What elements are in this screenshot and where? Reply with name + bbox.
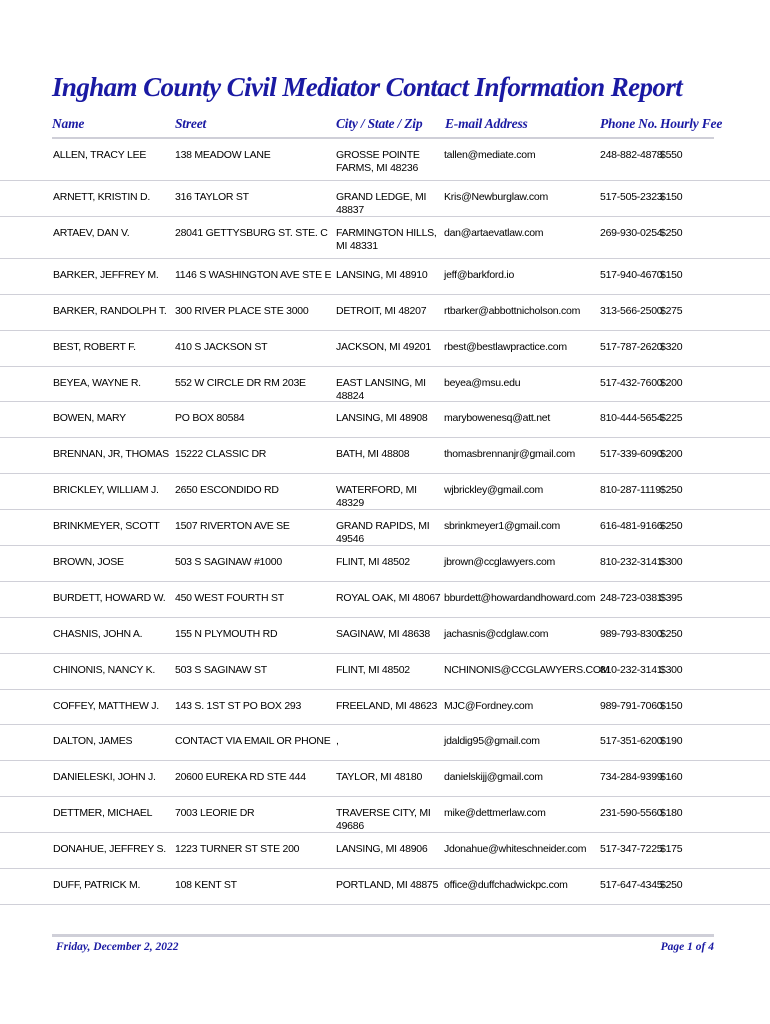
cell-street: 450 WEST FOURTH ST	[175, 591, 284, 604]
cell-street: 1507 RIVERTON AVE SE	[175, 520, 290, 533]
mediator-table	[0, 139, 770, 905]
cell-phone: 231-590-5560	[600, 807, 663, 820]
table-row	[0, 259, 770, 295]
cell-phone: 989-793-8300	[600, 627, 663, 640]
column-header-phone: Phone No.	[600, 116, 658, 131]
table-row	[0, 582, 770, 618]
cell-name: DUFF, PATRICK M.	[53, 879, 141, 892]
cell-fee: $275	[660, 304, 683, 317]
cell-city: LANSING, MI 48906	[336, 843, 428, 856]
cell-phone: 810-232-3141	[600, 663, 663, 676]
cell-street: 7003 LEORIE DR	[175, 807, 255, 820]
cell-street: 155 N PLYMOUTH RD	[175, 627, 278, 640]
cell-phone: 517-339-6090	[600, 448, 663, 461]
cell-city: LANSING, MI 48908	[336, 412, 428, 425]
table-row	[0, 761, 770, 797]
cell-phone: 248-882-4878	[600, 149, 663, 161]
cell-city: GRAND LEDGE, MI 48837	[336, 191, 427, 216]
cell-name: BARKER, JEFFREY M.	[53, 268, 159, 281]
cell-city: ,	[336, 735, 339, 748]
cell-email[interactable]: jeff@barkford.io	[444, 268, 515, 281]
cell-fee: $395	[660, 591, 683, 604]
cell-city: DETROIT, MI 48207	[336, 304, 427, 317]
cell-phone: 517-647-4345	[600, 879, 663, 892]
cell-name: BOWEN, MARY	[53, 412, 126, 425]
table-row	[0, 618, 770, 654]
cell-name: ALLEN, TRACY LEE	[53, 149, 147, 161]
cell-city: WATERFORD, MI 48329	[336, 484, 417, 510]
cell-city: PORTLAND, MI 48875	[336, 879, 439, 892]
cell-fee: $250	[660, 226, 683, 239]
cell-email[interactable]: jbrown@ccglawyers.com	[444, 556, 556, 569]
cell-name: BRICKLEY, WILLIAM J.	[53, 484, 159, 497]
footer-page-number: Page 1 of 4	[660, 941, 714, 953]
cell-fee: $250	[660, 520, 683, 533]
cell-phone: 517-787-2620	[600, 340, 663, 353]
cell-city: TRAVERSE CITY, MI 49686	[336, 807, 431, 833]
cell-street: 300 RIVER PLACE STE 3000	[175, 304, 309, 317]
cell-phone: 616-481-9166	[600, 520, 663, 533]
cell-phone: 517-505-2323	[600, 191, 663, 203]
cell-fee: $300	[660, 556, 683, 569]
column-header-street: Street	[175, 116, 207, 131]
cell-street: 1146 S WASHINGTON AVE STE E	[175, 268, 332, 281]
cell-street: 138 MEADOW LANE	[175, 149, 271, 161]
cell-name: ARNETT, KRISTIN D.	[53, 191, 151, 203]
table-row	[0, 474, 770, 510]
cell-email[interactable]: office@duffchadwickpc.com	[444, 879, 568, 892]
cell-phone: 517-347-7225	[600, 843, 663, 856]
table-row	[0, 181, 770, 217]
cell-city: GROSSE POINTE FARMS, MI 48236	[336, 149, 420, 174]
cell-fee: $200	[660, 376, 683, 389]
cell-phone: 734-284-9399	[600, 771, 663, 784]
cell-email[interactable]: danielskijj@gmail.com	[444, 771, 543, 784]
cell-name: BRINKMEYER, SCOTT	[53, 520, 160, 533]
cell-city: LANSING, MI 48910	[336, 268, 428, 281]
footer-divider	[52, 934, 714, 937]
cell-street: 503 S SAGINAW #1000	[175, 556, 282, 569]
cell-name: BARKER, RANDOLPH T.	[53, 304, 167, 317]
cell-phone: 810-287-1119	[600, 484, 661, 497]
cell-street: 1223 TURNER ST STE 200	[175, 843, 300, 856]
column-header-city: City / State / Zip	[336, 116, 423, 131]
cell-city: FARMINGTON HILLS, MI 48331	[336, 226, 437, 252]
cell-email[interactable]: sbrinkmeyer1@gmail.com	[444, 520, 561, 533]
cell-phone: 810-444-5654	[600, 412, 663, 425]
cell-city: GRAND RAPIDS, MI 49546	[336, 520, 430, 546]
cell-fee: $225	[660, 412, 683, 425]
table-row	[0, 797, 770, 833]
cell-name: DETTMER, MICHAEL	[53, 807, 153, 820]
cell-name: BURDETT, HOWARD W.	[53, 591, 166, 604]
cell-email[interactable]: marybowenesq@att.net	[444, 412, 551, 425]
cell-fee: $320	[660, 340, 683, 353]
cell-city: ROYAL OAK, MI 48067	[336, 591, 441, 604]
column-header-fee: Hourly Fee	[660, 116, 723, 131]
column-header-name: Name	[52, 116, 85, 131]
cell-city: TAYLOR, MI 48180	[336, 771, 423, 784]
cell-city: BATH, MI 48808	[336, 448, 410, 461]
cell-fee: $150	[660, 191, 683, 203]
cell-fee: $250	[660, 879, 683, 892]
cell-street: 552 W CIRCLE DR RM 203E	[175, 376, 306, 389]
cell-email[interactable]: MJC@Fordney.com	[444, 699, 533, 712]
table-row	[0, 546, 770, 582]
cell-name: CHINONIS, NANCY K.	[53, 663, 156, 676]
cell-email[interactable]: jdaldig95@gmail.com	[444, 735, 540, 748]
cell-name: BEYEA, WAYNE R.	[53, 376, 141, 389]
cell-street: 316 TAYLOR ST	[175, 191, 249, 203]
cell-city: FLINT, MI 48502	[336, 663, 410, 676]
cell-name: BROWN, JOSE	[53, 556, 124, 569]
table-row	[0, 438, 770, 474]
cell-street: 2650 ESCONDIDO RD	[175, 484, 279, 497]
cell-email[interactable]: beyea@msu.edu	[444, 376, 521, 389]
cell-phone: 517-432-7600	[600, 376, 663, 389]
cell-fee: $175	[660, 843, 683, 856]
cell-email[interactable]: rtbarker@abbottnicholson.com	[444, 304, 581, 317]
report-title: Ingham County Civil Mediator Contact Information Report	[52, 72, 683, 102]
cell-email[interactable]: bburdett@howardandhoward.com	[444, 591, 596, 604]
footer-date: Friday, December 2, 2022	[56, 941, 179, 953]
cell-street: 20600 EUREKA RD STE 444	[175, 771, 306, 784]
cell-phone: 517-351-6200	[600, 735, 663, 748]
cell-email[interactable]: tallen@mediate.com	[444, 149, 536, 161]
cell-email[interactable]: dan@artaevatlaw.com	[444, 226, 544, 239]
cell-city: SAGINAW, MI 48638	[336, 627, 430, 640]
cell-street: 108 KENT ST	[175, 879, 237, 892]
cell-fee: $150	[660, 699, 683, 712]
cell-email[interactable]: jachasnis@cdglaw.com	[444, 627, 549, 640]
cell-name: BEST, ROBERT F.	[53, 340, 136, 353]
cell-name: DALTON, JAMES	[53, 735, 133, 748]
cell-name: COFFEY, MATTHEW J.	[53, 699, 159, 712]
cell-fee: $190	[660, 735, 683, 748]
cell-email[interactable]: Jdonahue@whiteschneider.com	[444, 843, 587, 856]
table-row	[0, 402, 770, 438]
cell-phone: 810-232-3141	[600, 556, 663, 569]
cell-name: CHASNIS, JOHN A.	[53, 627, 143, 640]
cell-phone: 269-930-0254	[600, 226, 663, 239]
cell-street: 15222 CLASSIC DR	[175, 448, 267, 461]
cell-fee: $250	[660, 484, 683, 497]
cell-name: BRENNAN, JR, THOMAS	[53, 448, 169, 461]
table-row	[0, 367, 770, 403]
cell-city: FREELAND, MI 48623	[336, 699, 438, 712]
cell-city: EAST LANSING, MI 48824	[336, 376, 426, 402]
cell-name: ARTAEV, DAN V.	[53, 226, 130, 239]
cell-phone: 989-791-7060	[600, 699, 663, 712]
table-row	[0, 869, 770, 905]
cell-email[interactable]: NCHINONIS@CCGLAWYERS.COM	[444, 663, 610, 676]
table-row	[0, 139, 770, 181]
cell-email[interactable]: rbest@bestlawpractice.com	[444, 340, 567, 353]
cell-fee: $550	[660, 149, 683, 161]
cell-street: 503 S SAGINAW ST	[175, 663, 267, 676]
table-row	[0, 690, 770, 726]
cell-street: CONTACT VIA EMAIL OR PHONE	[175, 735, 331, 748]
cell-fee: $150	[660, 268, 683, 281]
cell-street: 28041 GETTYSBURG ST. STE. C	[175, 226, 328, 239]
cell-phone: 313-566-2500	[600, 304, 663, 317]
cell-phone: 517-940-4670	[600, 268, 663, 281]
cell-email[interactable]: mike@dettmerlaw.com	[444, 807, 546, 820]
cell-fee: $300	[660, 663, 683, 676]
cell-phone: 248-723-0381	[600, 591, 663, 604]
table-row	[0, 331, 770, 367]
cell-name: DANIELESKI, JOHN J.	[53, 771, 156, 784]
cell-fee: $160	[660, 771, 683, 784]
table-row	[0, 833, 770, 869]
cell-street: PO BOX 80584	[175, 412, 245, 425]
column-header-email: E-mail Address	[445, 116, 528, 131]
cell-email[interactable]: wjbrickley@gmail.com	[444, 484, 544, 497]
cell-city: JACKSON, MI 49201	[336, 340, 431, 353]
table-row	[0, 510, 770, 546]
cell-email[interactable]: Kris@Newburglaw.com	[444, 191, 548, 203]
cell-name: DONAHUE, JEFFREY S.	[53, 843, 166, 856]
cell-fee: $180	[660, 807, 683, 820]
cell-city: FLINT, MI 48502	[336, 556, 410, 569]
table-row	[0, 217, 770, 259]
cell-street: 143 S. 1ST ST PO BOX 293	[175, 699, 302, 712]
cell-street: 410 S JACKSON ST	[175, 340, 268, 353]
table-row	[0, 295, 770, 331]
cell-fee: $200	[660, 448, 683, 461]
cell-fee: $250	[660, 627, 683, 640]
table-row	[0, 654, 770, 690]
cell-email[interactable]: thomasbrennanjr@gmail.com	[444, 448, 576, 461]
table-row	[0, 725, 770, 761]
